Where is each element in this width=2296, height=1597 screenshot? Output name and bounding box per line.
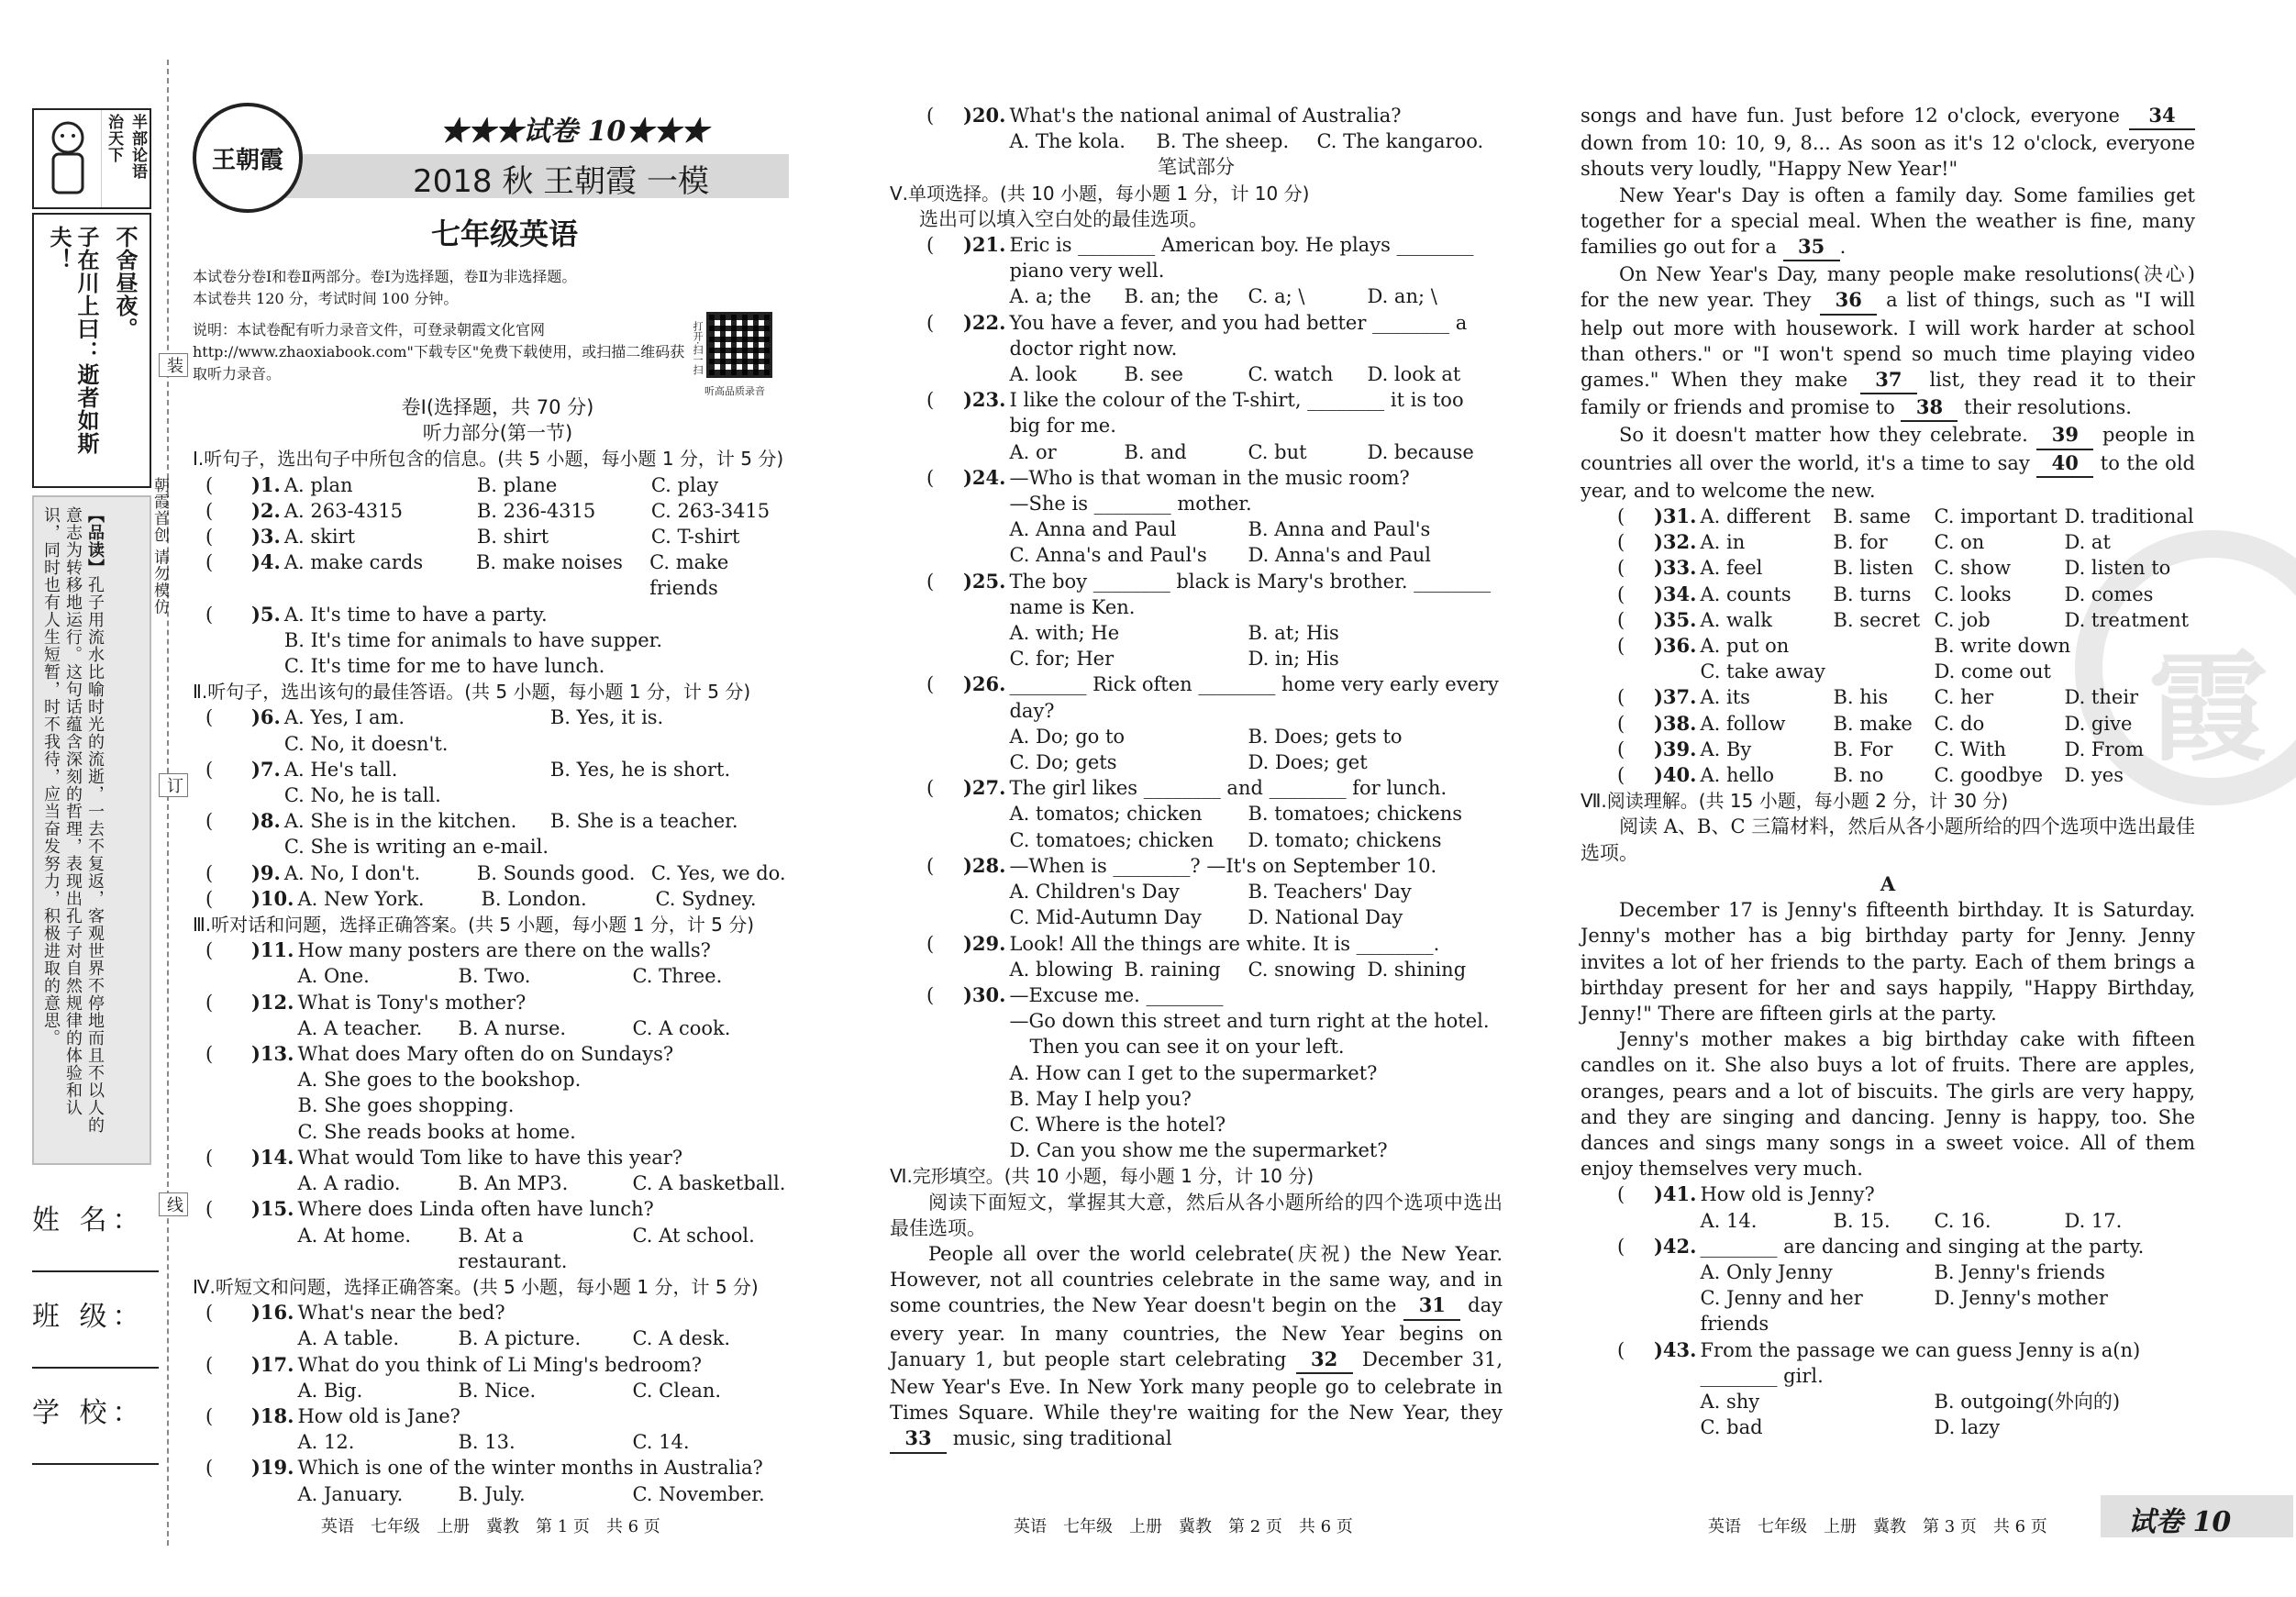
question-32[interactable]: ( )32. A. in B. for C. on D. at <box>1617 530 2111 554</box>
question-5[interactable]: ( )5. A. It's time to have a party. B. It's time for animals to have supper. C. It's time for me to have lunch. <box>205 602 663 678</box>
sidebar-quote-right: 子在川上曰：逝者如斯夫！ <box>46 226 100 455</box>
section-2-heading: Ⅱ.听句子，选出该句的最佳答语。(共 5 小题，每小题 1 分，计 5 分) <box>193 681 751 704</box>
question-7[interactable]: ( )7. A. He's tall. B. Yes, he is short. C. No, he is tall. <box>205 757 731 807</box>
binding-line <box>167 60 169 1546</box>
question-35[interactable]: ( )35. A. walk B. secret C. job D. treatment <box>1617 607 2190 631</box>
cloze-passage-part-5: So it doesn't matter how they celebrate. 39 people in countries all over the world, it's a time to say 40 to the old year, and to welcome the new. <box>1581 423 2195 502</box>
blank-34[interactable]: 34 <box>2129 103 2195 130</box>
question-12[interactable]: ( )12. What is Tony's mother? A. A teacher. B. A nurse. C. A cook. <box>205 990 731 1039</box>
question-8[interactable]: ( )8. A. She is in the kitchen. B. She is a teacher. C. She is writing an e-mail. <box>205 809 738 859</box>
intro-line-2: 本试卷共 120 分，考试时间 100 分钟。 <box>193 290 459 307</box>
cloze-passage-part-4: On New Year's Day, many people make resolutions(决心) for the new year. They 36 a list of things, such as "I will help out more with housework. I will work harder at school than others." or "I won't spend so much time playing video games." When they make 37 list, they read it to their family or friends and promise to 38 their resolutions. <box>1581 261 2195 422</box>
class-field[interactable] <box>32 1367 159 1369</box>
sidebar-reading-box <box>32 495 151 1165</box>
question-43[interactable]: ( )43. From the passage we can guess Jenny is a(n) ________ girl. A. shy B. outgoing(外向的) C. bad D. lazy <box>1617 1337 2141 1439</box>
qr-side-label: 打开·扫一扫 <box>692 321 704 375</box>
question-15[interactable]: ( )15. Where does Linda often have lunch? A. At home. B. At a restaurant. C. At school. <box>205 1197 755 1272</box>
blank-32[interactable]: 32 <box>1296 1347 1353 1374</box>
class-label: 班 级： <box>32 1301 146 1333</box>
school-field[interactable] <box>32 1463 159 1465</box>
question-39[interactable]: ( )39. A. By B. For C. With D. From <box>1617 737 2145 760</box>
section-5-instruction: 选出可以填入空白处的最佳选项。 <box>919 207 1208 230</box>
qr-caption: 听高品质录音 <box>704 385 765 397</box>
blank-31[interactable]: 31 <box>1403 1292 1460 1320</box>
blank-33[interactable]: 33 <box>890 1425 947 1453</box>
paper-label: ★★★试卷 10★★★ <box>440 116 709 148</box>
question-26[interactable]: ( )26. ________ Rick often ________ home very early every day? A. Do; go to B. Does; gets to C. Do; gets D. Does; get <box>926 672 1499 774</box>
intro-line-1: 本试卷分卷Ⅰ和卷Ⅱ两部分。卷Ⅰ为选择题，卷Ⅱ为非选择题。 <box>193 268 577 285</box>
exam-subtitle: 七年级英语 <box>431 216 579 251</box>
sidebar-emblem <box>32 108 151 209</box>
question-38[interactable]: ( )38. A. follow B. make C. do D. give <box>1617 711 2133 735</box>
reading-label: 【品读】 <box>85 506 105 576</box>
blank-36[interactable]: 36 <box>1820 287 1877 315</box>
question-14[interactable]: ( )14. What would Tom like to have this year? A. A radio. B. An MP3. C. A basketball. <box>205 1145 786 1195</box>
exam-title: 2018 秋 王朝霞 一模 <box>413 163 709 200</box>
question-24[interactable]: ( )24. —Who is that woman in the music room? —She is ________ mother. A. Anna and Paul B. Anna and Paul's C. Anna's and Paul's D. Anna's and Paul <box>926 465 1431 567</box>
sidebar-quote-box <box>32 213 151 488</box>
passage-a-paragraph-2: Jenny's mother makes a big birthday cake with fifteen candles on it. She also buys a lot of fruits. There are apples, oranges, pears and a lot of biscuits. The girls are very happy, and they are singing and dancing. Jenny is happy, too. She dances and sings many songs in a sweet voice. All of them enjoy themselves very much. <box>1581 1028 2195 1181</box>
name-label: 姓 名： <box>32 1204 146 1237</box>
question-17[interactable]: ( )17. What do you think of Li Ming's bedroom? A. Big. B. Nice. C. Clean. <box>205 1352 722 1402</box>
question-11[interactable]: ( )11. How many posters are there on the walls? A. One. B. Two. C. Three. <box>205 938 723 988</box>
question-16[interactable]: ( )16. What's near the bed? A. A table. B. A picture. C. A desk. <box>205 1301 731 1350</box>
question-34[interactable]: ( )34. A. counts B. turns C. looks D. comes <box>1617 582 2154 605</box>
blank-40[interactable]: 40 <box>2036 450 2093 478</box>
page-3-column <box>1581 103 2195 1440</box>
audio-note: 说明：本试卷配有听力录音文件，可登录朝霞文化官网 http://www.zhaoxiabook.com"下载专区"免费下载使用，或扫描二维码获取听力录音。 <box>193 321 685 383</box>
section-6-instruction: 阅读下面短文，掌握其大意，然后从各小题所给的四个选项中选出最佳选项。 <box>890 1191 1503 1239</box>
question-3[interactable]: ( )3. A. skirt B. shirt C. T-shirt <box>205 525 740 549</box>
sidebar-motto-2: 半部论语 <box>128 114 147 180</box>
question-25[interactable]: ( )25. The boy ________ black is Mary's brother. ________ name is Ken. A. with; He B. at; His C. for; Her D. in; His <box>926 569 1492 671</box>
blank-37[interactable]: 37 <box>1860 367 1917 394</box>
section-7-instruction: 阅读 A、B、C 三篇材料，然后从各小题所给的四个选项中选出最佳选项。 <box>1581 815 2195 864</box>
question-41[interactable]: ( )41. How old is Jenny? A. 14. B. 15. C. 16. D. 17. <box>1617 1182 2123 1232</box>
blank-35[interactable]: 35 <box>1783 234 1840 261</box>
section-3-heading: Ⅲ.听对话和问题，选择正确答案。(共 5 小题，每小题 1 分，计 5 分) <box>193 914 755 937</box>
question-27[interactable]: ( )27. The girl likes ________ and ________ for lunch. A. tomatos; chicken B. tomatoes; chickens C. tomatoes; chicken D. tomato; chickens <box>926 776 1463 851</box>
question-2[interactable]: ( )2. A. 263-4315 B. 236-4315 C. 263-3415 <box>205 498 771 522</box>
sidebar-motto-1: 治天下 <box>105 114 123 163</box>
paper-tag: 试卷 10 <box>2128 1506 2232 1538</box>
page-2-footer: 英语 七年级 上册 冀教 第 2 页 共 6 页 <box>1014 1517 1353 1536</box>
question-6[interactable]: ( )6. A. Yes, I am. B. Yes, it is. C. No, it doesn't. <box>205 705 664 755</box>
question-18[interactable]: ( )18. How old is Jane? A. 12. B. 13. C. 14. <box>205 1403 690 1454</box>
binding-sidebar <box>0 0 174 1597</box>
blank-39[interactable]: 39 <box>2036 422 2093 449</box>
passage-a-label: A <box>1880 871 1896 895</box>
intro-block <box>193 266 688 385</box>
page-2-column <box>890 103 1503 1454</box>
side-note: 朝霞首创 请勿模仿 <box>150 477 169 616</box>
question-42[interactable]: ( )42. ________ are dancing and singing at the party. A. Only Jenny B. Jenny's friends C. Jenny and her friends D. Jenny's mother <box>1617 1234 2145 1336</box>
question-1[interactable]: ( )1. A. plan B. plane C. play <box>205 472 719 496</box>
page-1-footer: 英语 七年级 上册 冀教 第 1 页 共 6 页 <box>321 1517 660 1536</box>
section-5-heading: Ⅴ.单项选择。(共 10 小题，每小题 1 分，计 10 分) <box>890 182 1310 205</box>
binding-mark-2: 订 <box>159 773 188 797</box>
question-30[interactable]: ( )30. —Excuse me. ________ —Go down this street and turn right at the hotel. Then you can see it on your left. A. How can I get to the supermarket? B. May I help you? C. Where is the hotel? D. Can you show me the supermarket? <box>926 982 1490 1162</box>
written-title: 笔试部分 <box>1158 156 1235 179</box>
cloze-passage-part-3: New Year's Day is often a family day. Some families get together for a special meal. When the weather is fine, many families go out for a 35 . <box>1581 183 2195 262</box>
section-4-heading: Ⅳ.听短文和问题，选择正确答案。(共 5 小题，每小题 1 分，计 5 分) <box>193 1275 759 1298</box>
binding-mark-1: 装 <box>159 353 188 377</box>
question-20[interactable]: ( )20. What's the national animal of Australia? A. The kola. B. The sheep. C. The kangaroo. <box>926 104 1484 153</box>
question-13[interactable]: ( )13. What does Mary often do on Sundays? A. She goes to the bookshop. B. She goes shopping. C. She reads books at home. <box>205 1042 674 1143</box>
question-4[interactable]: ( )4. A. make cards B. make noises C. make friends <box>205 550 729 600</box>
scholar-illustration <box>34 110 102 207</box>
cloze-passage-part-1: People all over the world celebrate(庆祝) the New Year. However, not all countries celebrate in the same way, and in some countries, the New Year doesn't begin on the 31 day every year. In many countries, the New Year begins on January 1, but people start celebrating 32 December 31, New Year's Eve. In New York many people go to celebrate in Times Square. While they're waiting for the New Year, they 33 music, sing traditional <box>890 1241 1503 1454</box>
question-33[interactable]: ( )33. A. feel B. listen C. show D. listen to <box>1617 556 2171 580</box>
brand-logo <box>193 103 303 213</box>
section-1-heading: Ⅰ.听句子，选出句子中所包含的信息。(共 5 小题，每小题 1 分，计 5 分) <box>193 448 784 471</box>
cloze-passage-part-2: songs and have fun. Just before 12 o'clock, everyone 34 down from 10: 10, 9, 8... As soon as it's 12 o'clock, everyone shouts very loudly, "Happy New Year!" <box>1581 104 2195 181</box>
question-28[interactable]: ( )28. —When is ________? —It's on September 10. A. Children's Day B. Teachers' Day C. Mid-Autumn Day D. National Day <box>926 853 1437 929</box>
page-1-column <box>193 394 803 1507</box>
question-31[interactable]: ( )31. A. different B. same C. important D. traditional <box>1617 505 2194 528</box>
binding-mark-3: 线 <box>159 1192 188 1216</box>
question-37[interactable]: ( )37. A. its B. his C. her D. their <box>1617 685 2139 709</box>
logo-text: 王朝霞 <box>211 146 283 174</box>
page-3-footer: 英语 七年级 上册 冀教 第 3 页 共 6 页 <box>1708 1517 2047 1536</box>
name-field[interactable] <box>32 1270 159 1272</box>
question-29[interactable]: ( )29. Look! All the things are white. It is ________. A. blowing B. raining C. snowing D. shining <box>926 931 1467 981</box>
question-23[interactable]: ( )23. I like the colour of the T-shirt, ________ it is too big for me. A. or B. and C. but D. because <box>926 388 1474 463</box>
watermark-seal: 霞 <box>2075 530 2296 805</box>
sidebar-reading-text <box>39 506 105 1148</box>
section-7-heading: Ⅶ.阅读理解。(共 15 小题，每小题 2 分，计 30 分) <box>1581 790 2009 813</box>
part-1-title: 卷Ⅰ(选择题，共 70 分) <box>401 396 594 418</box>
school-label: 学 校： <box>32 1397 146 1429</box>
reading-content: 孔子用流水比喻时光的流逝，一去不复返，客观世界不停地而且不以人的意志为转移地运行。这句话蕴含深刻的哲理，表现出孔子对自然规律的体验和认识，同时也有人生短暂，时不我待，应当奋发努力，积极进取的意思。 <box>41 506 105 1134</box>
question-21[interactable]: ( )21. Eric is ________ American boy. He plays ________ piano very well. A. a; the B. an; the C. a; \ D. an; \ <box>926 233 1474 308</box>
blank-38[interactable]: 38 <box>1901 394 1958 422</box>
qr-code[interactable] <box>706 312 772 378</box>
question-19[interactable]: ( )19. Which is one of the winter months in Australia? A. January. B. July. C. November. <box>205 1456 765 1505</box>
question-9[interactable]: ( )9. A. No, I don't. B. Sounds good. C. Yes, we do. <box>205 860 786 884</box>
question-22[interactable]: ( )22. You have a fever, and you had better ________ a doctor right now. A. look B. see C. watch D. look at <box>926 310 1468 386</box>
sidebar-quote-left: 不舍昼夜。 <box>112 226 139 340</box>
passage-a-paragraph-1: December 17 is Jenny's fifteenth birthday. It is Saturday. Jenny's mother has a big birthday party for Jenny. Jenny invites a lot of her friends to the party. Each of them brings a birthday present for her and says happily, "Happy Birthday, Jenny!" There are fifteen girls at the party. <box>1581 899 2195 1025</box>
listening-title: 听力部分(第一节) <box>422 422 573 445</box>
question-10[interactable]: ( )10. A. New York. B. London. C. Sydney. <box>205 886 757 910</box>
section-6-heading: Ⅵ.完形填空。(共 10 小题，每小题 1 分，计 10 分) <box>890 1165 1314 1188</box>
question-40[interactable]: ( )40. A. hello B. no C. goodbye D. yes <box>1617 763 2124 787</box>
question-36[interactable]: ( )36. A. put on B. write down C. take away D. come out <box>1617 634 2071 683</box>
